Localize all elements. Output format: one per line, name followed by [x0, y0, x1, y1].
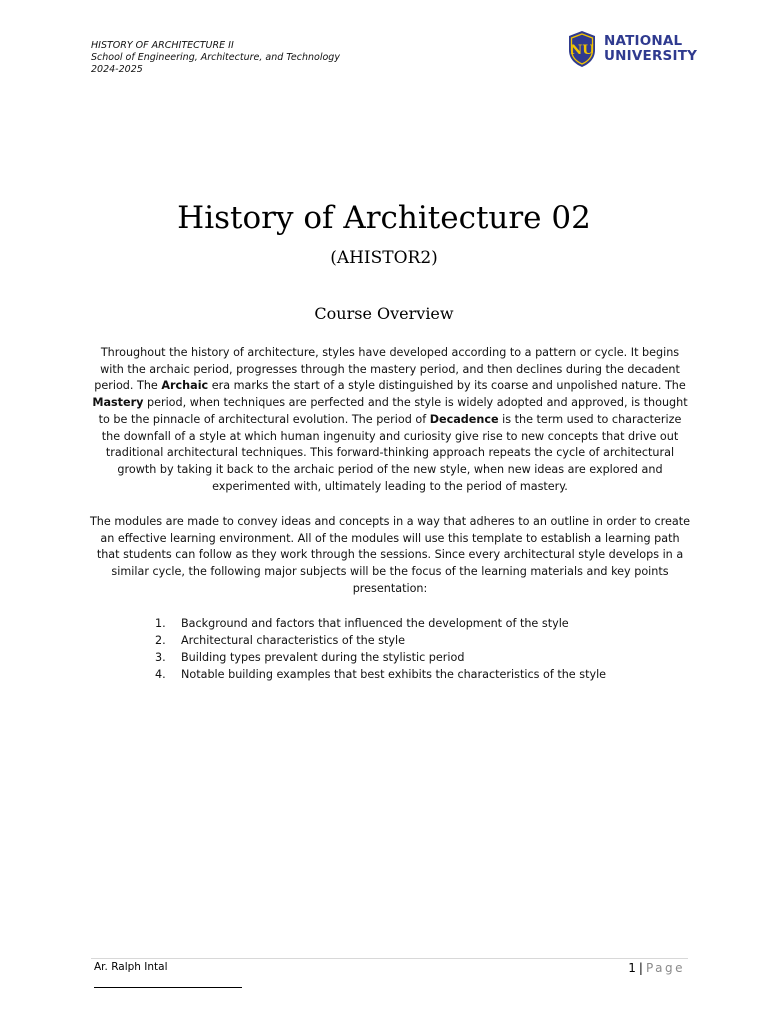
p1-bold-mastery: Mastery: [92, 396, 144, 410]
course-code: (AHISTOR2): [330, 248, 438, 268]
p1-text-4: is the term used to characterize the downfall of a style at which human ingenuity and curiosity give rise to new concepts that drive out traditional architectural techniques. This forward-thinking approach repeats the cycle of architectural growth by taking it back to the archaic period of the new style, when new ideas are explored and experimented with, ultimately leading to the period of mastery.: [101, 412, 682, 493]
list-item-text: Building types prevalent during the stylistic period: [181, 651, 465, 664]
document-title: History of Architecture 02: [177, 200, 591, 236]
logo-line-2: UNIVERSITY: [604, 48, 698, 64]
national-university-logo: [567, 28, 707, 70]
section-heading: Course Overview: [314, 304, 454, 323]
page-label: Page: [645, 961, 685, 975]
overview-paragraph-2: The modules are made to convey ideas and concepts in a way that adheres to an outline in order to create an effective learning environment. All of the modules will use this template to establish a learning path that students can follow as they work through the sessions. Since every architectural style develops in a similar cycle, the following major subjects will be the focus of the learning materials and key points presentation:: [89, 515, 691, 595]
list-item: [155, 615, 675, 632]
subjects-list: [155, 615, 675, 683]
list-item-number: 4.: [155, 668, 166, 681]
list-item: [155, 649, 675, 666]
logo-line-1: NATIONAL: [604, 33, 683, 49]
list-item-text: Notable building examples that best exhibits the characteristics of the style: [181, 668, 607, 681]
page-separator: |: [638, 961, 643, 975]
p1-bold-archaic: Archaic: [161, 379, 209, 393]
list-item-text: Background and factors that influenced the development of the style: [181, 617, 569, 630]
logo-wordmark: [604, 34, 697, 64]
header-school-line: School of Engineering, Architecture, and Technology: [91, 52, 340, 63]
list-item-number: 3.: [155, 651, 166, 664]
p1-text-1: Throughout the history of architecture, styles have developed according to a pattern or cycle. It begins with the archaic period, progresses through the mastery period, and then declines during the decadent period. The: [94, 346, 680, 393]
footer-author: Ar. Ralph Intal: [94, 961, 168, 973]
p1-bold-decadence: Decadence: [429, 412, 499, 426]
list-item-number: 1.: [155, 617, 166, 630]
p1-text-2: era marks the start of a style distinguished by its coarse and unpolished nature. The: [208, 379, 686, 393]
list-item-number: 2.: [155, 634, 166, 647]
list-item: [155, 632, 675, 649]
list-item-text: Architectural characteristics of the style: [181, 634, 405, 647]
header-course-line: HISTORY OF ARCHITECTURE II: [91, 40, 234, 51]
p1-text-3: period, when techniques are perfected and the style is widely adopted and approved, is thought to be the pinnacle of architectural evolution. The period of: [98, 396, 688, 426]
document-header-meta: [91, 40, 340, 76]
signature-line: [94, 987, 242, 988]
page-number: 1: [628, 961, 636, 975]
university-seal-icon: [567, 30, 597, 68]
footer-divider: [91, 958, 688, 959]
overview-paragraph-1: [88, 345, 692, 495]
list-item: [155, 666, 675, 683]
page-indicator: [628, 961, 685, 975]
seal-letters: NU: [570, 43, 594, 58]
header-year-line: 2024-2025: [91, 64, 143, 75]
